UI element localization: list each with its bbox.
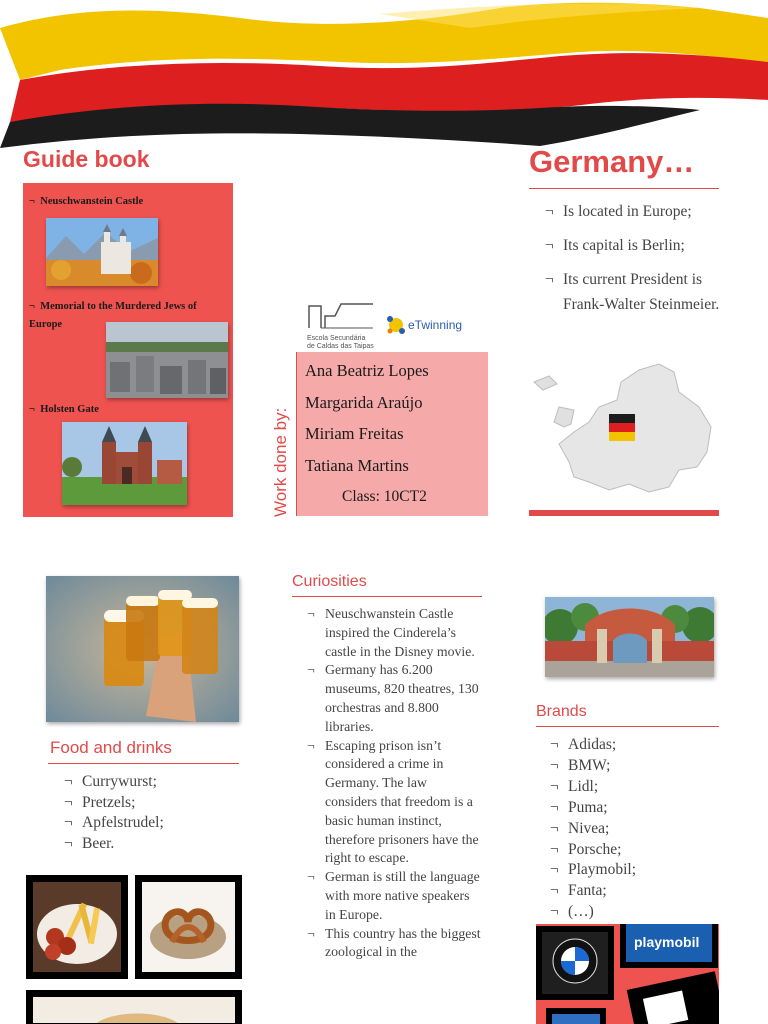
school-name-line2: de Caldas das Taipas xyxy=(307,343,374,350)
curiosity-item: ¬ Neuschwanstein Castle inspired the Cinderela’s castle in the Disney movie. xyxy=(307,605,482,661)
brands-list xyxy=(550,735,715,923)
jewish-memorial-photo xyxy=(106,322,228,398)
berlin-zoo-gate-photo xyxy=(545,597,714,677)
currywurst-photo xyxy=(26,875,128,979)
school-logo xyxy=(307,300,377,350)
brand-item: ¬ Lidl; xyxy=(550,777,715,798)
curiosity-item: ¬ Escaping prison isn’t considered a crime in Germany. The law considers that freedom is a basic human instinct, therefore prisoners have the right to escape. xyxy=(307,737,482,869)
brand-item: ¬ Nivea; xyxy=(550,819,715,840)
neuschwanstein-castle-photo xyxy=(46,218,158,286)
germany-bottom-bar xyxy=(529,510,719,516)
etwinning-star-icon xyxy=(384,313,410,337)
student-name: Margarida Araújo xyxy=(305,392,423,412)
curiosity-item: ¬ Germany has 6.200 museums, 820 theatres, 130 orchestras and 8.800 libraries. xyxy=(307,661,482,736)
food-title-rule xyxy=(48,763,239,764)
etwinning-label: eTwinning xyxy=(408,318,463,332)
food-item: ¬ Pretzels; xyxy=(64,793,234,814)
europe-map-image xyxy=(529,352,719,514)
germany-fact: ¬ Its current President is Frank-Walter Steinmeier. xyxy=(545,267,720,317)
playmobil-logo-text: playmobil xyxy=(634,934,700,950)
work-done-by-label: Work done by: xyxy=(271,407,290,517)
curiosity-item: ¬ German is still the language with more native speakers in Europe. xyxy=(307,868,482,924)
brands-title-rule xyxy=(536,726,719,727)
bmw-logo-icon xyxy=(552,938,598,984)
brand-item: ¬ Adidas; xyxy=(550,735,715,756)
student-name: Miriam Freitas xyxy=(305,424,404,443)
brand-item: ¬ BMW; xyxy=(550,756,715,777)
brand-item: ¬ Playmobil; xyxy=(550,860,715,881)
germany-facts-list xyxy=(545,199,720,317)
germany-highlight xyxy=(609,414,635,441)
food-item: ¬ Apfelstrudel; xyxy=(64,813,234,834)
germany-title: Germany… xyxy=(529,144,695,179)
brand-item: ¬ Fanta; xyxy=(550,881,715,902)
brand-logo-tile-partial xyxy=(627,971,719,1024)
apfelstrudel-photo xyxy=(26,990,242,1024)
curiosities-list xyxy=(307,605,482,962)
etwinning-logo xyxy=(384,313,479,337)
beer-mugs-photo xyxy=(46,576,239,722)
food-item: ¬ Beer. xyxy=(64,834,234,855)
bmw-logo-tile xyxy=(536,926,614,1000)
holsten-gate-photo xyxy=(62,422,187,505)
food-list xyxy=(64,772,234,854)
germany-title-rule xyxy=(529,188,719,189)
guide-book-panel xyxy=(23,183,233,517)
brand-item: ¬ Puma; xyxy=(550,798,715,819)
school-logo-icon xyxy=(307,300,377,330)
brand-item: ¬ Porsche; xyxy=(550,840,715,861)
guide-item-1: ¬ Neuschwanstein Castle xyxy=(29,196,144,207)
curiosities-title-rule xyxy=(292,596,482,597)
pretzels-photo xyxy=(135,875,242,979)
curiosities-title: Curiosities xyxy=(292,573,367,590)
brands-title: Brands xyxy=(536,703,587,720)
guide-item-3: ¬ Holsten Gate xyxy=(29,404,99,415)
food-item: ¬ Currywurst; xyxy=(64,772,234,793)
food-title: Food and drinks xyxy=(50,738,172,757)
playmobil-logo-tile xyxy=(620,924,718,968)
germany-fact: ¬ Is located in Europe; xyxy=(545,199,720,224)
student-name: Ana Beatriz Lopes xyxy=(305,361,429,380)
brand-logo-tile-partial-2 xyxy=(546,1008,606,1024)
curiosity-item: ¬ This country has the biggest zoological in the xyxy=(307,925,482,963)
school-name-line1: Escola Secundária xyxy=(307,335,366,342)
class-label: Class: 10CT2 xyxy=(342,488,427,505)
credits-panel xyxy=(297,352,488,516)
germany-fact: ¬ Its capital is Berlin; xyxy=(545,233,720,258)
guide-book-title: Guide book xyxy=(23,146,150,172)
german-flag-banner xyxy=(0,0,768,150)
student-name: Tatiana Martins xyxy=(305,455,409,475)
guide-item-2: ¬ Memorial to the Murdered Jews of Europe xyxy=(29,301,197,330)
brand-logos-collage xyxy=(536,924,719,1024)
brand-item: ¬ (…) xyxy=(550,902,715,923)
